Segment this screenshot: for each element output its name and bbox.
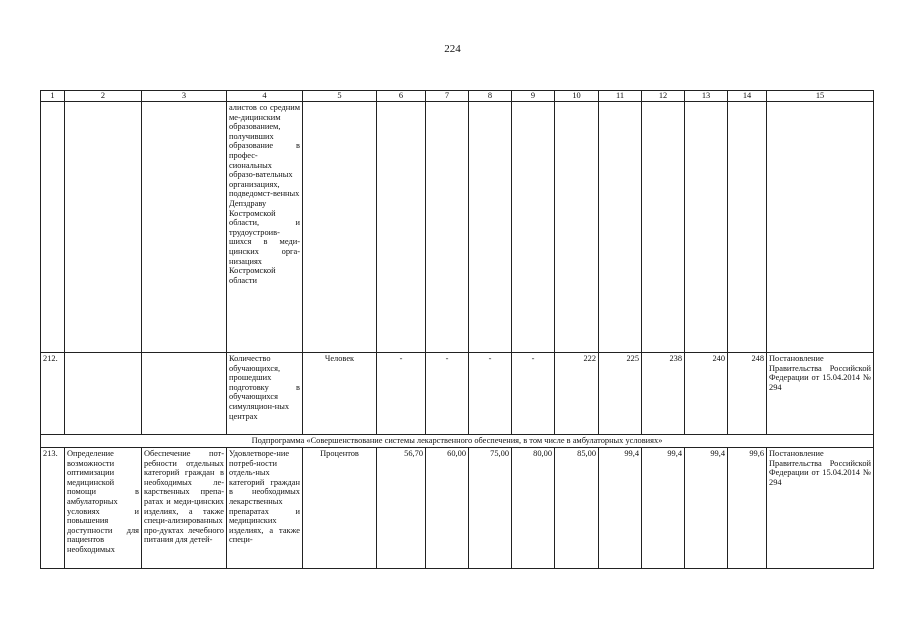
- indicator-name-cell: алистов со средним ме-дицинским образованием, получивших образование в профес-сиональных образо-вательных организациях, подведомст-венных Депздраву Костромской области, и трудоустроив-шихся в меди-цинских орга-низациях Костромской области: [227, 102, 303, 353]
- legal-basis-cell: Постановление Правительства Российской Федерации от 15.04.2014 № 294: [767, 353, 874, 435]
- table-cell: [65, 353, 142, 435]
- col-header: 12: [642, 91, 685, 102]
- col-header: 2: [65, 91, 142, 102]
- value-cell: 60,00: [426, 448, 469, 569]
- table-cell: [728, 102, 767, 353]
- col-header: 10: [555, 91, 599, 102]
- col-header: 7: [426, 91, 469, 102]
- table-cell: [767, 102, 874, 353]
- col-header: 14: [728, 91, 767, 102]
- value-cell: 99,6: [728, 448, 767, 569]
- table-cell: [512, 102, 555, 353]
- legal-basis-cell: Постановление Правительства Российской Федерации от 15.04.2014 № 294: [767, 448, 874, 569]
- col-header: 8: [469, 91, 512, 102]
- value-cell: 99,4: [685, 448, 728, 569]
- value-cell: -: [469, 353, 512, 435]
- value-cell: 75,00: [469, 448, 512, 569]
- value-cell: 56,70: [377, 448, 426, 569]
- subprogram-title: Подпрограмма «Совершенствование системы лекарственного обеспечения, в том числе в амбулаторных условиях»: [41, 435, 874, 448]
- subprogram-row: [41, 435, 874, 448]
- table-cell: [642, 102, 685, 353]
- value-cell: 222: [555, 353, 599, 435]
- table-row-213: [41, 448, 874, 569]
- table-cell: [555, 102, 599, 353]
- indicator-name-cell: Количество обучающихся, прошедших подготовку в обучающихся симуляцион-ных центрах: [227, 353, 303, 435]
- col-header: 4: [227, 91, 303, 102]
- table-cell: [469, 102, 512, 353]
- value-cell: 99,4: [642, 448, 685, 569]
- row-number: 212.: [41, 353, 65, 435]
- indicator-name-cell: Удовлетворе-ние потреб-ности отдель-ных категорий граждан в необходимых лекарственных препаратах и медицинских изделиях, а также специ-: [227, 448, 303, 569]
- value-cell: 225: [599, 353, 642, 435]
- page-number: 224: [444, 43, 461, 55]
- col-header: 13: [685, 91, 728, 102]
- col-header: 15: [767, 91, 874, 102]
- table-cell: [142, 353, 227, 435]
- col-header: 11: [599, 91, 642, 102]
- table-cell: [41, 102, 65, 353]
- table-row-212: [41, 353, 874, 435]
- column-numbers-row: [41, 91, 874, 102]
- table-cell: [599, 102, 642, 353]
- row-number: 213.: [41, 448, 65, 569]
- table-row-continued: [41, 102, 874, 353]
- value-cell: 80,00: [512, 448, 555, 569]
- value-cell: -: [377, 353, 426, 435]
- indicators-table: [40, 90, 874, 569]
- event-name-cell: Определение возможности оптимизации медицинской помощи в амбулаторных условиях и повышения доступности для пациентов необходимых: [65, 448, 142, 569]
- goal-cell: Обеспечение пот-ребности отдельных категорий граждан в необходимых ле-карственных препа-ратах и меди-цинских изделиях, а также специ-ализированных про-дуктах лечебного питания для детей-: [142, 448, 227, 569]
- unit-cell: Процентов: [303, 448, 377, 569]
- table-cell: [142, 102, 227, 353]
- value-cell: 248: [728, 353, 767, 435]
- col-header: 9: [512, 91, 555, 102]
- value-cell: 85,00: [555, 448, 599, 569]
- table-cell: [685, 102, 728, 353]
- table-cell: [65, 102, 142, 353]
- value-cell: 240: [685, 353, 728, 435]
- value-cell: 238: [642, 353, 685, 435]
- unit-cell: Человек: [303, 353, 377, 435]
- table-cell: [426, 102, 469, 353]
- col-header: 6: [377, 91, 426, 102]
- col-header: 3: [142, 91, 227, 102]
- col-header: 5: [303, 91, 377, 102]
- value-cell: 99,4: [599, 448, 642, 569]
- table-cell: [303, 102, 377, 353]
- table-cell: [377, 102, 426, 353]
- col-header: 1: [41, 91, 65, 102]
- value-cell: -: [426, 353, 469, 435]
- value-cell: -: [512, 353, 555, 435]
